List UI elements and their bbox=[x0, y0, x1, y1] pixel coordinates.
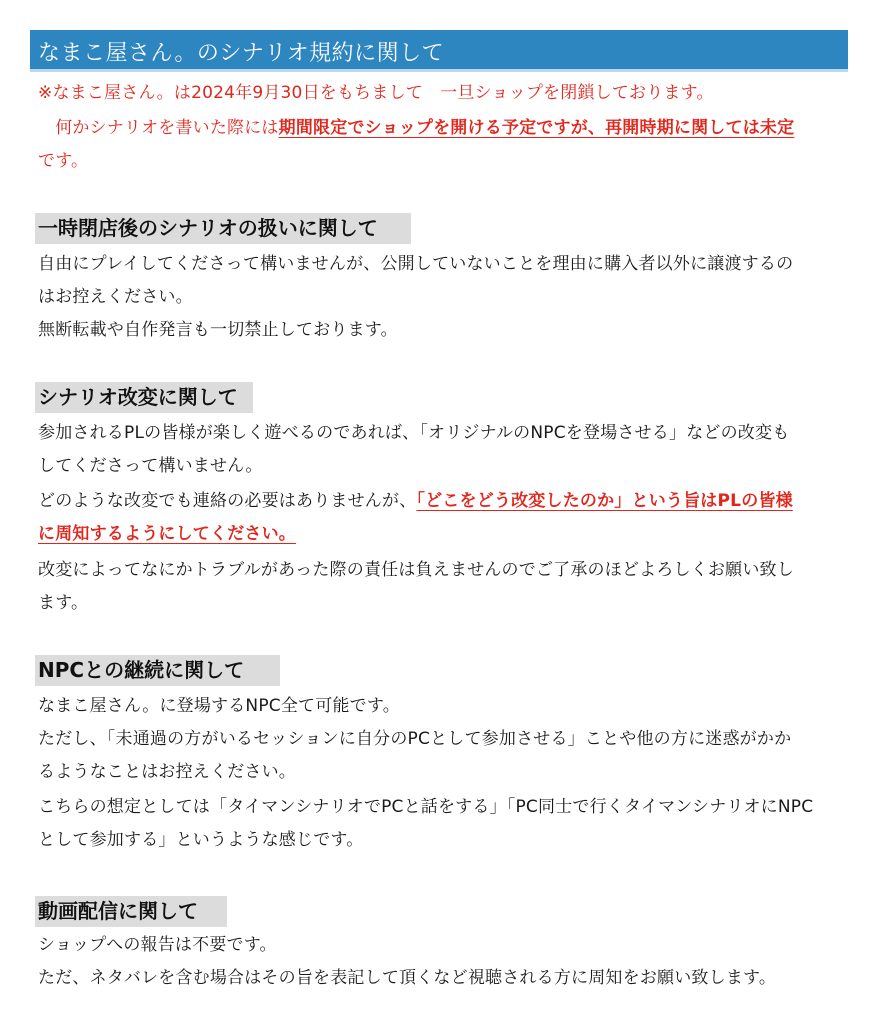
section-text: ショップへの報告は不要です。 bbox=[38, 935, 277, 955]
section-heading: 動画配信に関して bbox=[35, 896, 227, 927]
closure-notice-line: ※なまこ屋さん。は2024年9月30日をもちまして 一旦ショップを閉鎖しております。 bbox=[38, 83, 714, 103]
section-text: どのような改変でも連絡の必要はありませんが、 bbox=[38, 491, 417, 511]
title-bar bbox=[30, 30, 848, 72]
section-text: してくださって構いません。 bbox=[38, 456, 263, 476]
section-text: 無断転載や自作発言も一切禁止しております。 bbox=[38, 320, 398, 340]
section-text: るようなことはお控えください。 bbox=[38, 762, 296, 782]
section-heading: シナリオ改変に関して bbox=[35, 382, 253, 413]
section-heading: 一時閉店後のシナリオの扱いに関して bbox=[35, 213, 411, 244]
section-text: 自由にプレイしてくださって構いませんが、公開していないことを理由に購入者以外に譲渡するの bbox=[38, 254, 794, 274]
section-text-emphasis-line bbox=[38, 522, 296, 546]
closure-notice-line bbox=[38, 116, 794, 140]
notice-emphasis: 期間限定でショップを開ける予定ですが、再開時期に関しては未定 bbox=[278, 118, 795, 138]
important-note: 「どこをどう改変したのか」という旨はPLの皆様 bbox=[416, 491, 793, 511]
section-text: なまこ屋さん。に登場するNPC全て可能です。 bbox=[38, 696, 400, 716]
section-text: 参加されるPLの皆様が楽しく遊べるのであれば、「オリジナルのNPCを登場させる」などの改変も bbox=[38, 423, 790, 443]
section-text: はお控えください。 bbox=[38, 287, 193, 307]
page-title: なまこ屋さん。のシナリオ規約に関して bbox=[38, 41, 445, 66]
notice-text: 何かシナリオを書いた際には bbox=[38, 118, 279, 138]
section-text: として参加する」というような感じです。 bbox=[38, 830, 364, 850]
section-text: ます。 bbox=[38, 593, 89, 613]
closure-notice-line: です。 bbox=[38, 151, 89, 171]
section-text: ただし、「未通過の方がいるセッションに自分のPCとして参加させる」ことや他の方に迷惑がかか bbox=[38, 729, 792, 749]
section-text-emphasis-line bbox=[38, 489, 793, 513]
section-heading: NPCとの継続に関して bbox=[35, 655, 280, 686]
section-text: 改変によってなにかトラブルがあった際の責任は負えませんのでご了承のほどよろしくお願い致し bbox=[38, 560, 794, 580]
section-text: ただ、ネタバレを含む場合はその旨を表記して頂くなど視聴される方に周知をお願い致します。 bbox=[38, 968, 777, 988]
section-text: こちらの想定としては「タイマンシナリオでPCと話をする」「PC同士で行くタイマンシナリオにNPC bbox=[38, 797, 814, 817]
important-note: に周知するようにしてください。 bbox=[38, 524, 296, 544]
